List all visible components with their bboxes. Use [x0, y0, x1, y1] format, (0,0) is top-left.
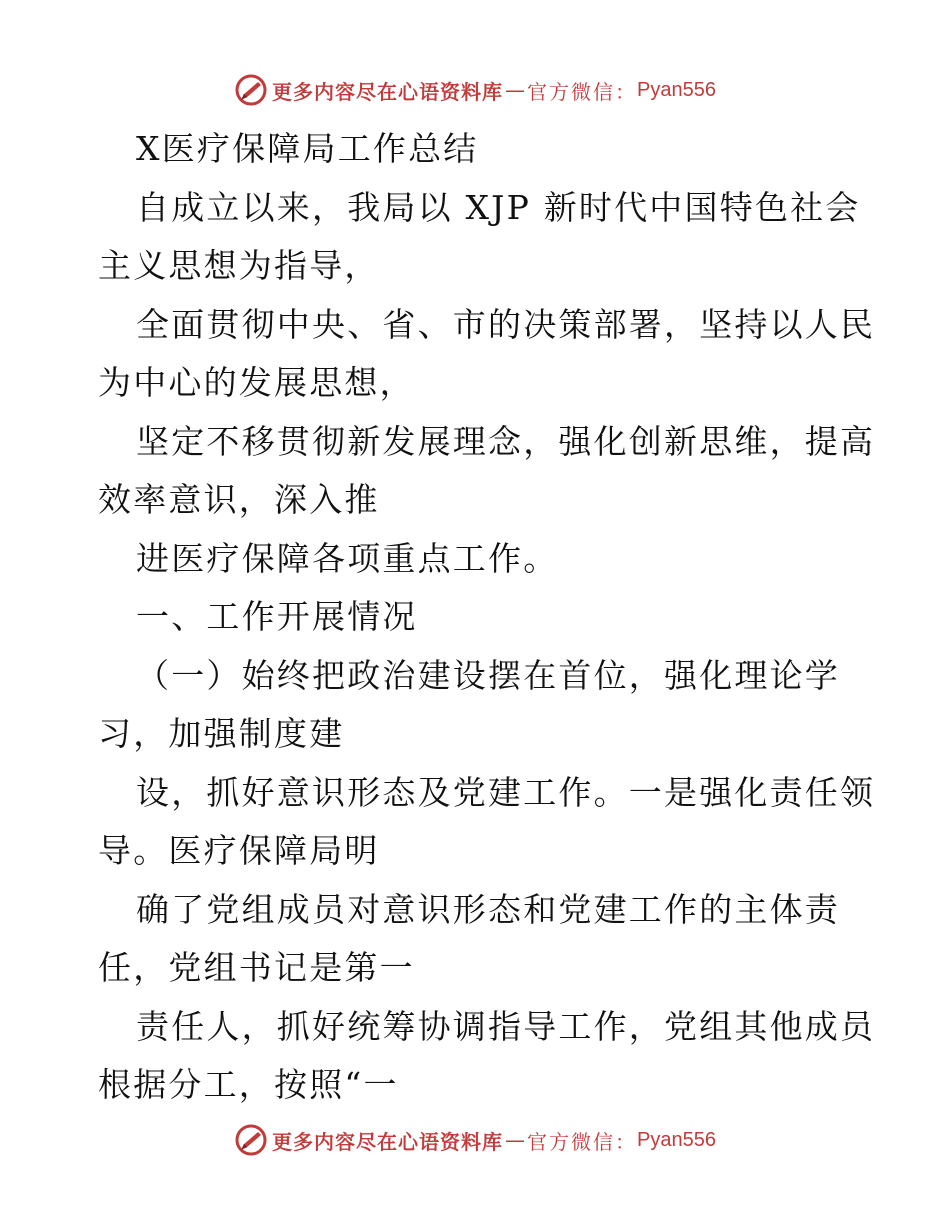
- watermark-id: Pyan556: [637, 78, 716, 101]
- subsection-heading: （一）始终把政治建设摆在首位，强化理论学: [136, 655, 840, 695]
- text-line: 任，党组书记是第一: [98, 948, 415, 987]
- text-line: 习，加强制度建: [98, 714, 345, 753]
- text-line: 效率意识，深入推: [98, 480, 380, 519]
- document-body: [98, 120, 876, 1115]
- text-line: 自成立以来，我局以 XJP 新时代中国特色社会: [136, 187, 861, 227]
- text-line: 坚定不移贯彻新发展理念，强化创新思维，提高: [136, 421, 876, 461]
- watermark-id: Pyan556: [637, 1128, 716, 1151]
- text-line: 确了党组成员对意识形态和党建工作的主体责: [136, 889, 840, 929]
- text-line: 进医疗保障各项重点工作。: [136, 538, 559, 578]
- header-watermark: [0, 70, 950, 110]
- watermark-brand: 更多内容尽在心语资料库: [272, 1129, 504, 1154]
- footer-watermark: [0, 1120, 950, 1160]
- watermark-label: 官方微信：: [527, 1129, 638, 1154]
- text-line: 根据分工，按照“一: [98, 1065, 399, 1104]
- text-line: 主义思想为指导，: [98, 246, 380, 285]
- watermark-label: 官方微信：: [527, 79, 638, 104]
- logo-icon: [234, 73, 268, 107]
- text-line: 全面贯彻中央、省、市的决策部署，坚持以人民: [136, 304, 876, 344]
- text-line: 导。医疗保障局明: [98, 831, 380, 870]
- text-line: 设，抓好意识形态及党建工作。一是强化责任领: [136, 772, 876, 812]
- watermark-brand: 更多内容尽在心语资料库: [272, 79, 504, 104]
- watermark-separator: —: [505, 1128, 526, 1152]
- text-line: 为中心的发展思想，: [98, 363, 415, 402]
- watermark-separator: —: [505, 78, 526, 102]
- text-line: 责任人，抓好统筹协调指导工作，党组其他成员: [136, 1006, 876, 1046]
- section-heading: 一、工作开展情况: [136, 597, 418, 636]
- document-title: X医疗保障局工作总结: [136, 129, 479, 168]
- logo-icon: [234, 1123, 268, 1157]
